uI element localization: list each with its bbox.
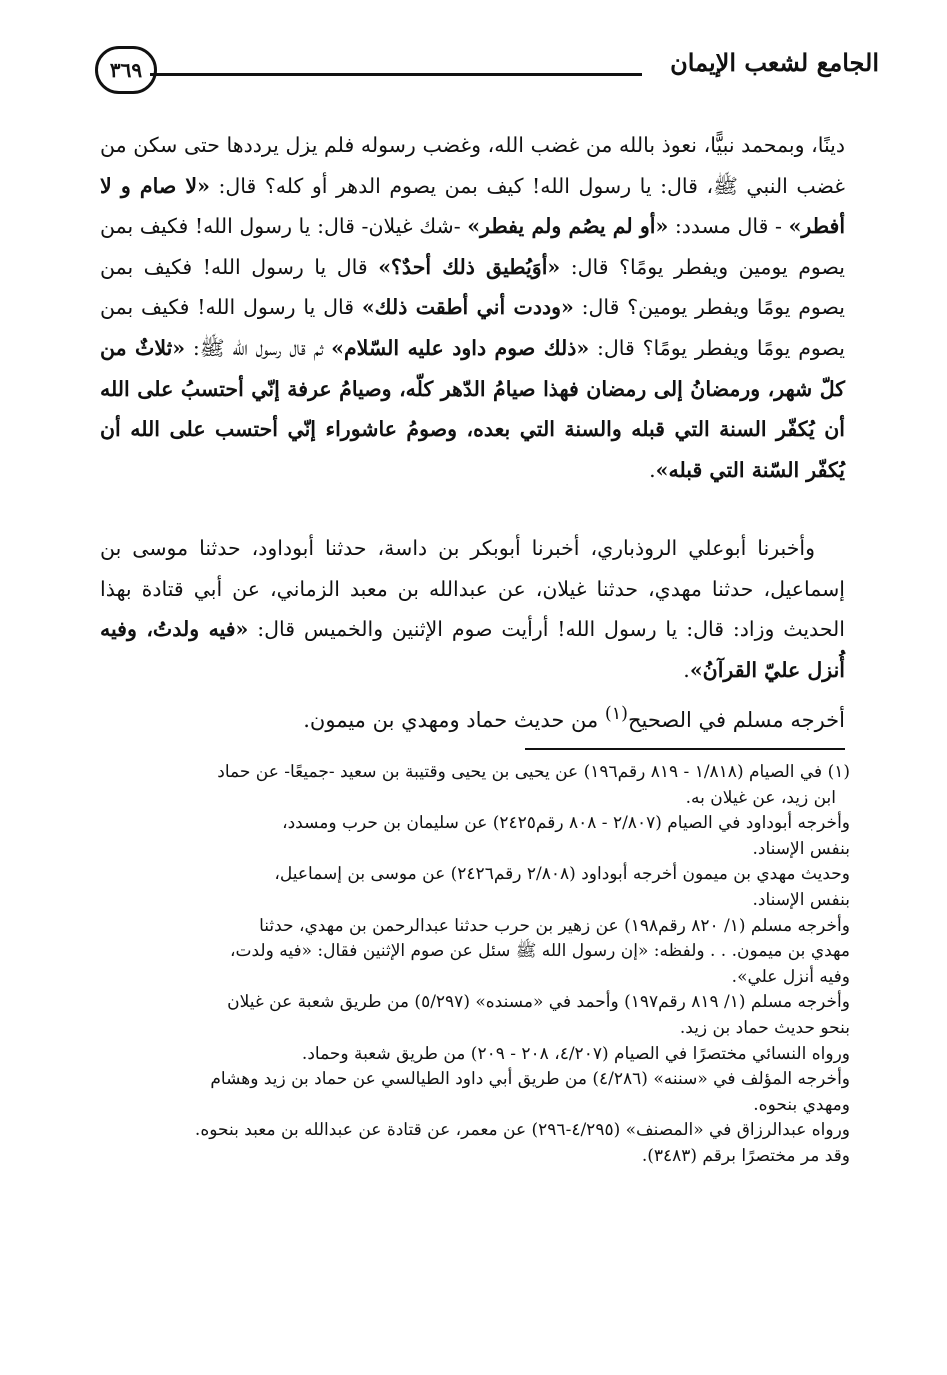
running-header-title: الجامع لشعب الإيمان: [670, 48, 879, 77]
footnote-line: ورواه عبدالرزاق في «المصنف» (٤/٢٩٥-٢٩٦) عن معمر، عن قتادة عن عبدالله بن معبد بنحوه.: [194, 1120, 850, 1141]
header-rule: [150, 73, 642, 76]
footnote-line: ومهدي بنحوه.: [753, 1094, 850, 1115]
text-span: ثم قال رسول الله ﷺ:: [185, 335, 332, 360]
footnote-line: وحديث مهدي بن ميمون أخرجه أبوداود (٢/٨٠٨ رقم٢٤٢٦) عن موسى بن إسماعيل،: [274, 864, 850, 885]
main-paragraph-3: [100, 694, 865, 741]
footnote-separator: [525, 748, 845, 750]
footnote-line: ابن زيد، عن غيلان به.: [685, 787, 836, 808]
text-span: .: [683, 657, 690, 682]
footnote-line: (١) في الصيام (١/٨١٨ - ٨١٩ رقم١٩٦) عن يحيى بن يحيى وقتيبة بن سعيد -جميعًا- عن حماد: [217, 762, 850, 782]
text-span: من حديث حماد ومهدي بن ميمون.: [303, 708, 605, 732]
hadith-quote: «وددت أني أطقت ذلك»: [361, 295, 574, 320]
footnote-line: وأخرجه مسلم (١/ ٨١٩ رقم١٩٧) وأحمد في «مسنده» (٥/٢٩٧) من طريق شعبة عن غيلان: [227, 992, 850, 1013]
text-span: -شك غيلان- قال: يا رسول الله! فكيف بمن يصوم يومين ويفطر يومًا؟ قال:: [100, 214, 845, 279]
footnotes: [100, 760, 850, 1170]
footnote-line: وأخرجه مسلم (١/ ٨٢٠ رقم١٩٨) عن زهير بن حرب حدثنا عبدالرحمن بن مهدي، حدثنا: [259, 915, 850, 936]
text-span: أخرجه مسلم في الصحيح: [627, 708, 845, 732]
hadith-quote: «فيه ولدتُ، وفيه أُنزل عليّ القرآنُ»: [100, 617, 845, 682]
hadith-quote: «أو لم يصُم ولم يفطر»: [467, 214, 669, 239]
footnote-line: مهدي بن ميمون. . . ولفظه: «إن رسول الله ﷺ سئل عن صوم الإثنين فقال: «فيه ولدت،: [230, 941, 850, 962]
text-span: قال يا رسول الله! فكيف بمن يصوم يومًا ويفطر يومًا؟ قال:: [100, 295, 845, 360]
page-number: [95, 46, 157, 94]
text-span: - قال مسدد:: [668, 214, 789, 239]
text-span: وأخبرنا أبوعلي الروذباري، أخبرنا أبوبكر بن داسة، حدثنا أبوداود، حدثنا موسى بن إسماعيل، حدثنا مهدي، حدثنا غيلان، عن عبدالله بن معبد الزماني، عن أبي قتادة بهذا الحديث وزاد: قال: يا رسول الله! أرأيت صوم الإثنين والخميس قال:: [100, 536, 845, 642]
footnote-line: وأخرجه المؤلف في «سننه» (٤/٢٨٦) من طريق أبي داود الطيالسي عن حماد بن زيد وهشام: [210, 1069, 850, 1090]
footnote-line: وفيه أنزل علي».: [731, 966, 850, 987]
hadith-quote: «ذلك صوم داود عليه السّلام»: [331, 335, 590, 360]
footnote-line: بنفس الإسناد.: [752, 889, 850, 910]
page-number-text: ٣٦٩: [109, 58, 143, 82]
text-span: .: [649, 457, 656, 482]
hadith-quote: «ثلاثٌ من كلّ شهر، ورمضانُ إلى رمضان فهذا صيامُ الدّهر كلّه، وصيامُ عرفة إنّي أحتسبُ على الله أن يُكفّر السنة التي قبله والسنة التي بعده، وصومُ عاشوراء إنّي أحتسب على الله أن يُكفّر السّنة التي قبله»: [100, 335, 845, 482]
footnote-line: بنفس الإسناد.: [752, 838, 850, 859]
footnote-line: وأخرجه أبوداود في الصيام (٢/٨٠٧ - ٨٠٨ رقم٢٤٢٥) عن سليمان بن حرب ومسدد،: [282, 813, 850, 834]
main-paragraph-2: [100, 528, 845, 690]
footnote-line: وقد مر مختصرًا برقم (٣٤٨٣).: [641, 1145, 850, 1166]
hadith-quote: «لا صام و لا أفطر»: [100, 173, 846, 239]
hadith-quote: «أوَيُطيق ذلك أحدٌ؟»: [378, 254, 561, 279]
text-span: قال يا رسول الله! فكيف بمن يصوم يومًا ويفطر يومين؟ قال:: [100, 254, 845, 320]
main-paragraph-1: [100, 125, 845, 490]
footnote-line: ورواه النسائي مختصرًا في الصيام (٤/٢٠٧، ٢٠٨ - ٢٠٩) من طريق شعبة وحماد.: [301, 1043, 850, 1064]
text-span: دينًا، وبمحمد نبيًّا، نعوذ بالله من غضب الله، وغضب رسوله فلم يزل يرددها حتى سكن من غضب النبي ﷺ، قال: يا رسول الله! كيف بمن يصوم الدهر أو كله؟ قال:: [100, 133, 846, 198]
footnote-reference[interactable]: (١): [604, 704, 628, 724]
footnote-line: بنحو حديث حماد بن زيد.: [679, 1017, 850, 1038]
